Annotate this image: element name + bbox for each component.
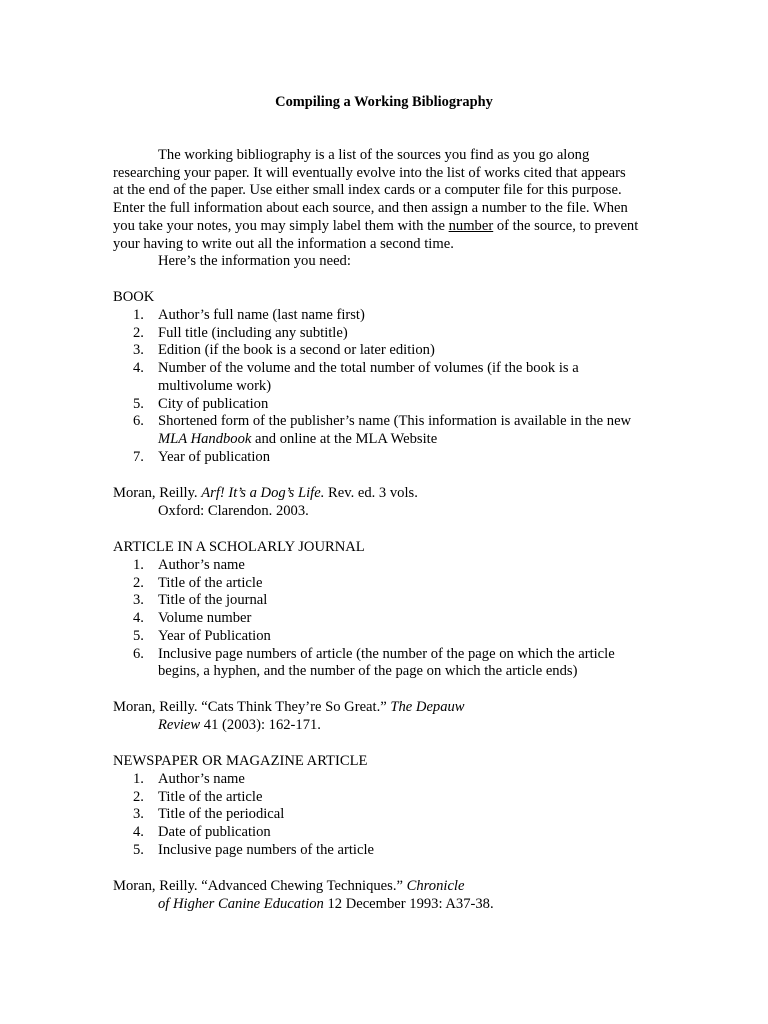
list-number: 5. xyxy=(133,395,144,412)
list-number: 7. xyxy=(133,448,144,465)
newspaper-requirements-list xyxy=(113,771,673,860)
journal-requirements-list xyxy=(113,557,673,681)
book-citation-example xyxy=(113,485,673,520)
list-item xyxy=(113,771,673,789)
intro-line xyxy=(113,147,673,165)
intro-line-text: The working bibliography is a list of the sources you find as you go along xyxy=(158,147,590,163)
intro-line-text: Here’s the information you need: xyxy=(158,253,351,270)
list-item xyxy=(113,396,673,414)
list-item-text: Date of publication xyxy=(158,824,271,841)
list-item-text: Title of the journal xyxy=(158,592,268,609)
list-item-text: begins, a hyphen, and the number of the page on which the article ends) xyxy=(158,663,578,680)
list-item-text: Year of Publication xyxy=(158,627,271,644)
list-number: 5. xyxy=(133,841,144,858)
list-number: 4. xyxy=(133,824,144,841)
list-item xyxy=(113,325,673,343)
list-item-text: Shortened form of the publisher’s name (This information is available in the new xyxy=(158,413,632,430)
list-number: 2. xyxy=(133,574,144,591)
intro-line xyxy=(113,218,673,236)
list-item xyxy=(113,557,673,575)
list-item xyxy=(113,610,673,628)
citation-journal: The Depauw xyxy=(390,699,465,715)
intro-line: at the end of the paper. Use either small index cards or a computer file for this purpose. xyxy=(113,182,622,199)
list-item-text: Number of the volume and the total number of volumes (if the book is a xyxy=(158,360,579,377)
citation-author: Moran, Reilly. xyxy=(113,485,202,501)
list-item xyxy=(113,413,673,448)
italic-title: MLA Handbook xyxy=(158,430,252,447)
newspaper-citation-example xyxy=(113,878,673,913)
list-number: 6. xyxy=(133,413,144,430)
list-item-text: Author’s full name (last name first) xyxy=(158,307,365,323)
list-item-text: Title of the article xyxy=(158,788,263,805)
intro-line: Enter the full information about each source, and then assign a number to the file. When xyxy=(113,200,628,217)
citation-line xyxy=(113,717,673,735)
list-number: 4. xyxy=(133,610,144,627)
book-requirements-list xyxy=(113,307,673,466)
list-item xyxy=(113,307,673,325)
list-item-text: Inclusive page numbers of article (the number of the page on which the article xyxy=(158,645,615,662)
citation-author: Moran, Reilly. “Cats Think They’re So Great.” xyxy=(113,699,391,715)
list-number: 3. xyxy=(133,342,144,359)
list-item xyxy=(113,646,673,681)
citation-details: 12 December 1993: A37-38. xyxy=(323,895,494,912)
list-item-text: multivolume work) xyxy=(158,377,272,394)
list-item xyxy=(113,842,673,860)
citation-periodical: Chronicle xyxy=(406,878,465,894)
list-number: 2. xyxy=(133,788,144,805)
list-number: 2. xyxy=(133,324,144,341)
list-item-text: Title of the periodical xyxy=(158,806,285,823)
intro-line: researching your paper. It will eventually evolve into the list of works cited that appears xyxy=(113,164,626,181)
citation-details: 41 (2003): 162-171. xyxy=(200,716,321,733)
list-number: 5. xyxy=(133,627,144,644)
list-item xyxy=(113,824,673,842)
list-item-text: Inclusive page numbers of the article xyxy=(158,841,374,858)
section-heading-book: BOOK xyxy=(113,289,155,305)
citation-line xyxy=(113,896,673,914)
list-number: 1. xyxy=(133,771,144,787)
list-item-text: and online at the MLA Website xyxy=(251,430,438,447)
list-number: 3. xyxy=(133,806,144,823)
list-item xyxy=(113,449,673,467)
list-item-text: City of publication xyxy=(158,395,269,412)
list-number: 1. xyxy=(133,307,144,323)
citation-title: Arf! It’s a Dog’s Life. xyxy=(201,485,325,501)
intro-line-text: of the source, to prevent xyxy=(493,217,639,234)
citation-line xyxy=(113,699,673,717)
citation-journal: Review xyxy=(158,716,201,733)
list-item xyxy=(113,592,673,610)
list-number: 6. xyxy=(133,645,144,662)
journal-citation-example xyxy=(113,699,673,734)
list-item-text: Author’s name xyxy=(158,557,245,573)
citation-line xyxy=(113,485,673,503)
list-item-text: Edition (if the book is a second or later edition) xyxy=(158,342,435,359)
list-item xyxy=(113,342,673,360)
citation-periodical: of Higher Canine Education xyxy=(158,895,324,912)
citation-author: Moran, Reilly. “Advanced Chewing Techniques.” xyxy=(113,878,407,894)
list-item xyxy=(113,806,673,824)
intro-line-text: you take your notes, you may simply label them with the xyxy=(113,217,449,234)
list-number: 1. xyxy=(133,557,144,573)
list-number: 3. xyxy=(133,592,144,609)
list-item xyxy=(113,575,673,593)
section-heading-newspaper: NEWSPAPER OR MAGAZINE ARTICLE xyxy=(113,753,368,769)
intro-paragraph xyxy=(113,147,673,271)
citation-line: Oxford: Clarendon. 2003. xyxy=(158,502,309,519)
list-item-text: Author’s name xyxy=(158,771,245,787)
list-item-text: Title of the article xyxy=(158,574,263,591)
list-item xyxy=(113,360,673,395)
list-item-text xyxy=(158,431,673,449)
list-item xyxy=(113,628,673,646)
list-number: 4. xyxy=(133,360,144,377)
underlined-word: number xyxy=(448,217,494,234)
list-item-text: Year of publication xyxy=(158,448,271,465)
list-item-text: Full title (including any subtitle) xyxy=(158,324,348,341)
intro-line xyxy=(113,253,673,271)
citation-details: Rev. ed. 3 vols. xyxy=(324,485,418,501)
citation-line xyxy=(113,878,673,896)
list-item xyxy=(113,789,673,807)
list-item-text: Volume number xyxy=(158,610,252,627)
document-title: Compiling a Working Bibliography xyxy=(275,94,493,110)
section-heading-journal: ARTICLE IN A SCHOLARLY JOURNAL xyxy=(113,539,365,555)
intro-line: your having to write out all the information a second time. xyxy=(113,235,454,252)
